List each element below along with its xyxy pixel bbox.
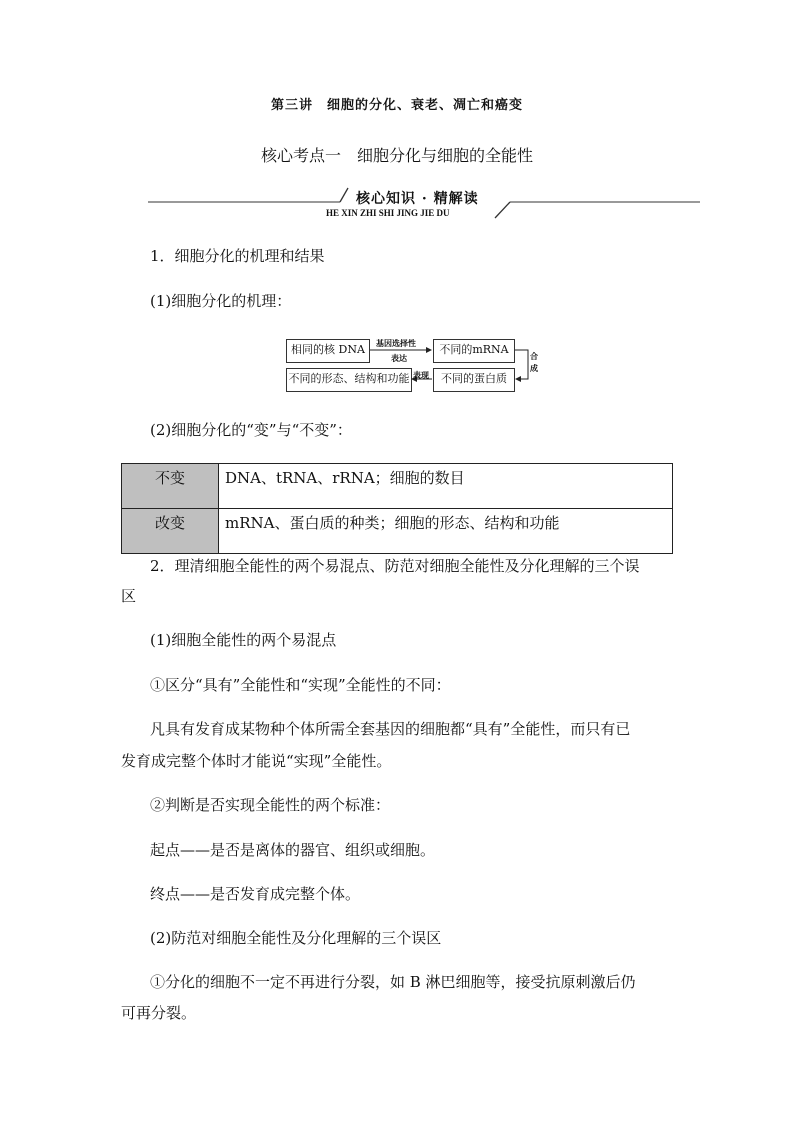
section1-sub1: (1)细胞分化的机理： <box>150 292 292 310</box>
section2-item1: ①区分“具有”全能性和“实现”全能性的不同： <box>150 676 451 694</box>
table-row-head: 改变 <box>122 509 219 554</box>
section2-heading-line1: 2．理清细胞全能性的两个易混点、防范对细胞全能性及分化理解的三个误 <box>150 557 640 575</box>
section1-heading: 1．细胞分化的机理和结果 <box>150 247 325 265</box>
diagram-box-mrna: 不同的mRNA <box>433 339 515 363</box>
section2-end: 终点——是否发育成完整个体。 <box>150 885 361 903</box>
section2-sub1: (1)细胞全能性的两个易混点 <box>150 631 337 649</box>
section2-mis1-line1: ①分化的细胞不一定不再进行分裂，如 B 淋巴细胞等，接受抗原刺激后仍 <box>150 973 636 991</box>
section2-heading-line2: 区 <box>121 587 137 605</box>
section1-sub2: (2)细胞分化的“变”与“不变”： <box>150 421 352 439</box>
table-row <box>122 509 673 554</box>
diagram-label-selective-bottom: 表达 <box>391 353 407 363</box>
diagram-label-selective-top: 基因选择性 <box>376 338 416 348</box>
diagram-label-synthesis: 合成 <box>530 351 538 373</box>
diagram-box-traits: 不同的形态、结构和功能 <box>286 368 412 392</box>
table-row-content: DNA、tRNA、rRNA；细胞的数目 <box>219 464 673 509</box>
diagram-box-dna: 相同的核 DNA <box>286 339 370 363</box>
section2-item1-text-line1: 凡具有发育成某物种个体所需全套基因的细胞都“具有”全能性，而只有已 <box>150 720 631 738</box>
lecture-title: 第三讲 细胞的分化、衰老、凋亡和癌变 <box>270 98 523 113</box>
table-row <box>122 464 673 509</box>
diagram-label-express: 表现 <box>413 370 429 380</box>
diagram-box-protein: 不同的蛋白质 <box>433 368 515 392</box>
section2-mis1-line2: 可再分裂。 <box>121 1004 197 1022</box>
section2-item2: ②判断是否实现全能性的两个标准： <box>150 796 391 814</box>
change-table <box>121 463 673 554</box>
section-title: 核心考点一 细胞分化与细胞的全能性 <box>260 146 533 165</box>
section2-sub2: (2)防范对细胞全能性及分化理解的三个误区 <box>150 929 442 947</box>
section2-start: 起点——是否是离体的器官、组织或细胞。 <box>150 841 436 859</box>
section-band-label: 核心知识 · 精解读 <box>356 191 479 207</box>
section-band-pinyin: HE XIN ZHI SHI JING JIE DU <box>326 208 450 218</box>
table-row-content: mRNA、蛋白质的种类；细胞的形态、结构和功能 <box>219 509 673 554</box>
section2-item1-text-line2: 发育成完整个体时才能说“实现”全能性。 <box>121 752 392 770</box>
table-row-head: 不变 <box>122 464 219 509</box>
